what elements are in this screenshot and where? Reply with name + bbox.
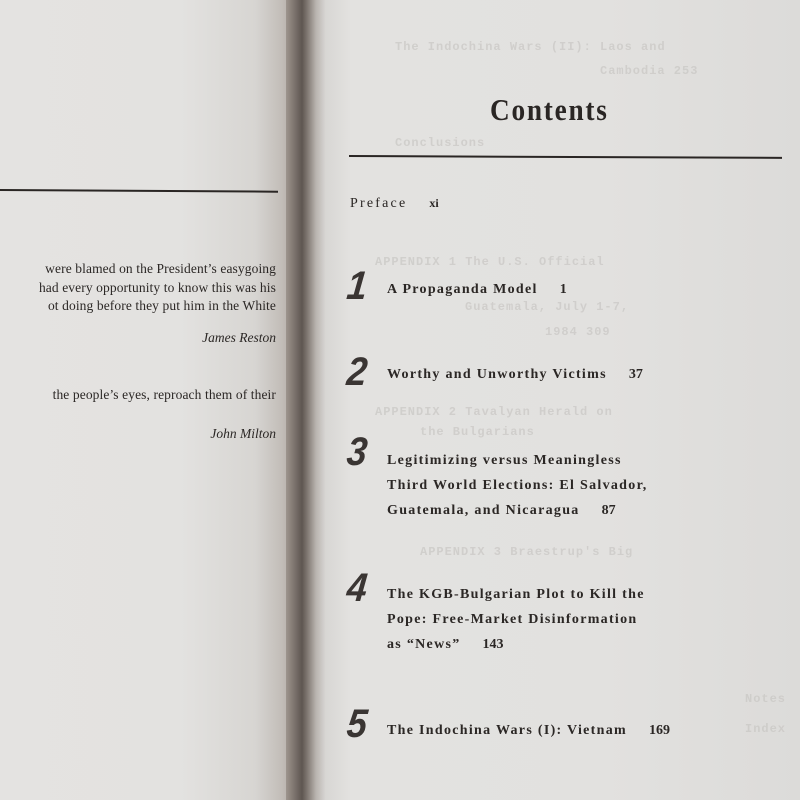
chapter-number: 4	[344, 566, 370, 610]
chapter-title-line: Third World Elections: El Salvador,	[387, 478, 648, 493]
chapter-title-line: Guatemala, and Nicaragua	[387, 503, 580, 518]
epigraph-rule	[0, 189, 278, 193]
show-through-text: APPENDIX 2 Tavalyan Herald on	[375, 405, 613, 419]
show-through-text: The Indochina Wars (II): Laos and	[395, 40, 666, 54]
chapter-number: 1	[344, 264, 370, 308]
chapter-title-line: The KGB-Bulgarian Plot to Kill the	[387, 587, 645, 602]
toc-page-number: 1	[559, 282, 567, 297]
show-through-text: Guatemala, July 1-7,	[465, 300, 630, 314]
chapter-title-line: Pope: Free-Market Disinformation	[387, 612, 638, 627]
toc-page-number: 37	[628, 367, 643, 382]
chapter-title	[387, 582, 645, 657]
chapter-title-line: as “News”	[387, 637, 461, 652]
chapter-number: 3	[344, 430, 370, 474]
chapter-title	[387, 277, 567, 302]
chapter-number: 2	[344, 350, 370, 394]
toc-entry-preface	[350, 196, 439, 212]
left-page	[0, 0, 300, 800]
epigraph-reston	[0, 260, 276, 334]
show-through-text: APPENDIX 3 Braestrup's Big	[420, 545, 634, 559]
toc-page-number: xi	[429, 196, 439, 210]
toc-page-number: 87	[601, 503, 616, 518]
chapter-title	[387, 718, 670, 743]
page-title: Contents	[490, 92, 609, 127]
epigraph-line: the people’s eyes, reproach them of their	[52, 387, 276, 402]
epigraph-attribution: James Reston	[202, 330, 276, 345]
toc-entry-label: Preface	[350, 196, 408, 211]
show-through-text: APPENDIX 1 The U.S. Official	[375, 255, 605, 269]
chapter-title	[387, 448, 648, 523]
show-through-text: the Bulgarians	[420, 425, 535, 439]
show-through-text: Notes	[745, 692, 787, 706]
show-through-text: Index	[745, 722, 787, 736]
chapter-title-line: A Propaganda Model	[387, 282, 538, 297]
epigraph-line: had every opportunity to know this was his	[38, 279, 276, 295]
chapter-title-line: The Indochina Wars (I): Vietnam	[387, 723, 627, 738]
epigraph-line: were blamed on the President’s easygoing	[45, 261, 276, 276]
chapter-title-line: Worthy and Unworthy Victims	[387, 367, 607, 382]
show-through-text: Conclusions	[395, 136, 486, 150]
toc-page-number: 169	[648, 723, 670, 738]
epigraph-line: ot doing before they put him in the White	[47, 298, 276, 313]
book-gutter	[286, 0, 326, 800]
show-through-text: Cambodia 253	[600, 64, 699, 78]
epigraph-attribution: John Milton	[210, 426, 276, 441]
toc-page-number: 143	[482, 637, 504, 652]
epigraph-milton	[0, 386, 276, 405]
chapter-title-line: Legitimizing versus Meaningless	[387, 453, 622, 468]
show-through-text: 1984 309	[545, 325, 611, 339]
chapter-number: 5	[344, 702, 370, 746]
chapter-title	[387, 362, 643, 387]
